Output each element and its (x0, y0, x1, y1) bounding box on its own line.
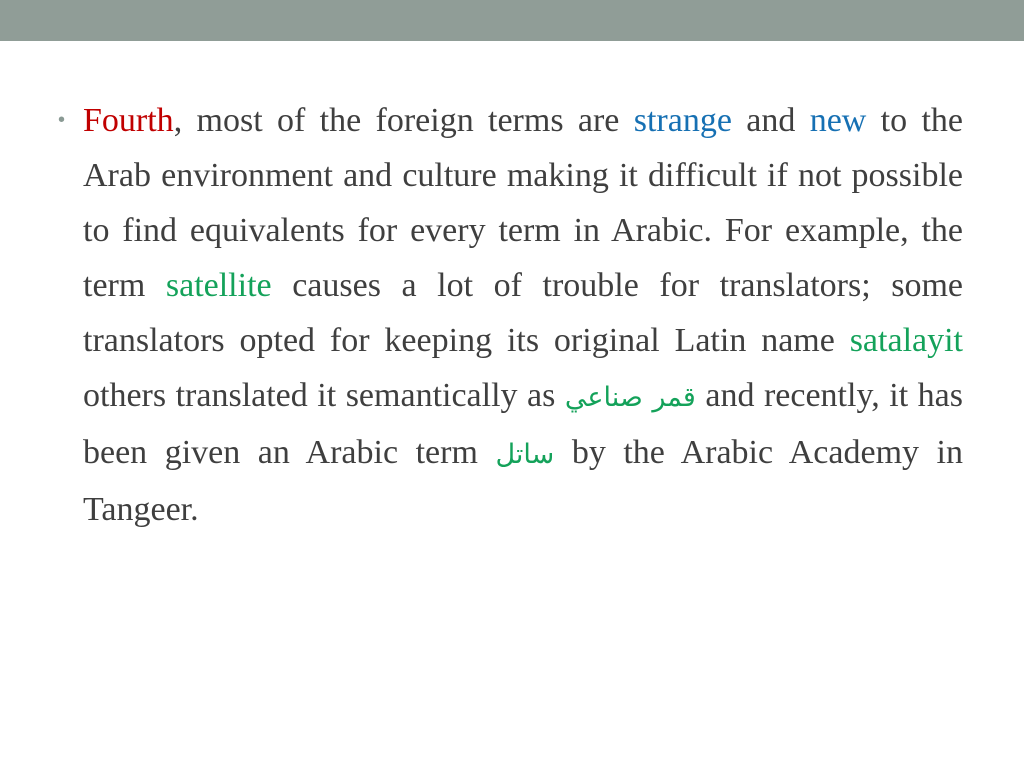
bullet-marker: • (58, 109, 66, 131)
slide-body (58, 93, 963, 537)
arabic-term-satil: ساتل (495, 439, 555, 470)
text-segment: others translated it semantically as (83, 377, 565, 414)
keyword-new: new (809, 102, 867, 139)
keyword-fourth: Fourth (83, 102, 174, 139)
text-segment: and recently, it has been given an Arabic term (83, 377, 963, 471)
text-segment: and (731, 102, 810, 139)
keyword-satellite: satellite (165, 267, 272, 304)
text-segment: by the Arabic Academy in Tangeer. (83, 434, 964, 528)
text-segment: to the Arab environment and culture making it difficult if not possible to find equivalents for every term in Arabic. For example, the term (83, 102, 963, 304)
text-segment: causes a lot of trouble for translators; some translators opted for keeping its original Latin name (83, 267, 963, 359)
bullet-item (58, 93, 963, 537)
arabic-term-qamar-sinai: قمر صناعي (564, 382, 696, 413)
keyword-strange: strange (633, 102, 732, 139)
text-segment: , most of the foreign terms are (173, 102, 634, 139)
bullet-paragraph (83, 93, 963, 537)
top-bar (0, 0, 1024, 41)
keyword-satalayit: satalayit (849, 322, 963, 359)
